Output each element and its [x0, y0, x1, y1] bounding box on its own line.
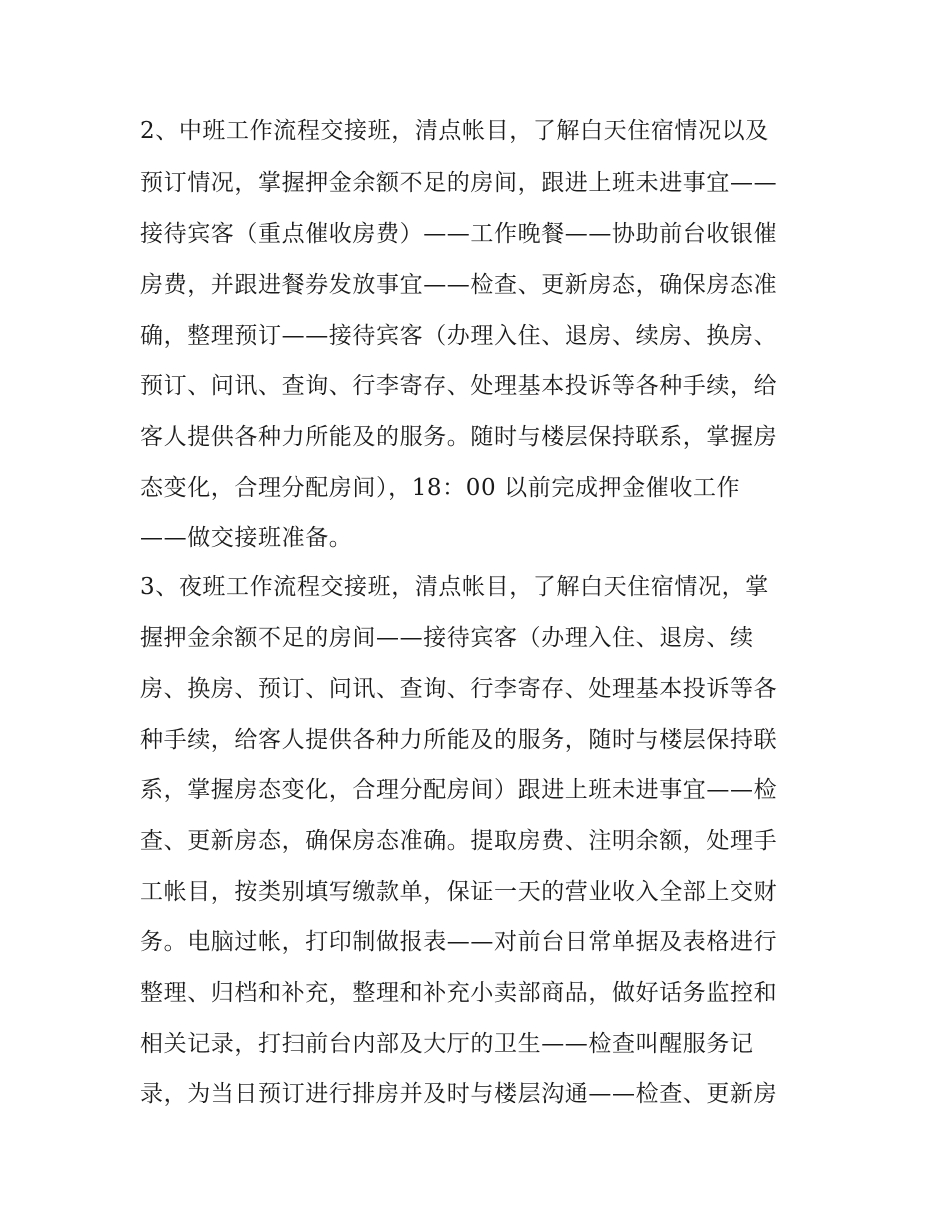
text-line: 预订、问讯、查询、行李寄存、处理基本投诉等各种手续，给 [140, 373, 778, 399]
text-line: 预订情况，掌握押金余额不足的房间，跟进上班未进事宜—— [140, 170, 778, 196]
text-line: 客人提供各种力所能及的服务。随时与楼层保持联系，掌握房 [140, 424, 778, 450]
text-line: 务。电脑过帐，打印制做报表——对前台日常单据及表格进行 [140, 929, 778, 955]
text-line: ——做交接班准备。 [140, 525, 353, 551]
text-line: 相关记录，打扫前台内部及大厅的卫生——检查叫醒服务记 [140, 1031, 754, 1057]
text-line: 查、更新房态，确保房态准确。提取房费、注明余额，处理手 [140, 828, 778, 854]
text-line: 系，掌握房态变化，合理分配房间）跟进上班未进事宜——检 [140, 777, 778, 803]
text-line: 确，整理预订——接待宾客（办理入住、退房、续房、换房、 [140, 323, 778, 349]
text-line: 3、夜班工作流程交接班，清点帐目，了解白天住宿情况，掌 [140, 574, 769, 600]
text-line: 录，为当日预订进行排房并及时与楼层沟通——检查、更新房 [140, 1081, 778, 1107]
text-line: 整理、归档和补充，整理和补充小卖部商品，做好话务监控和 [140, 980, 778, 1006]
text-line: 房费，并跟进餐券发放事宜——检查、更新房态，确保房态准 [140, 272, 778, 298]
text-line: 态变化，合理分配房间），18：00 以前完成押金催收工作 [140, 475, 741, 501]
text-line: 工帐目，按类别填写缴款单，保证一天的营业收入全部上交财 [140, 879, 778, 905]
text-line: 种手续，给客人提供各种力所能及的服务，随时与楼层保持联 [140, 727, 778, 753]
text-line: 房、换房、预订、问讯、查询、行李寄存、处理基本投诉等各 [140, 676, 778, 702]
text-line: 2、中班工作流程交接班，清点帐目，了解白天住宿情况以及 [140, 118, 769, 144]
text-line: 握押金余额不足的房间——接待宾客（办理入住、退房、续 [140, 625, 754, 651]
text-line: 接待宾客（重点催收房费）——工作晚餐——协助前台收银催 [140, 221, 778, 247]
